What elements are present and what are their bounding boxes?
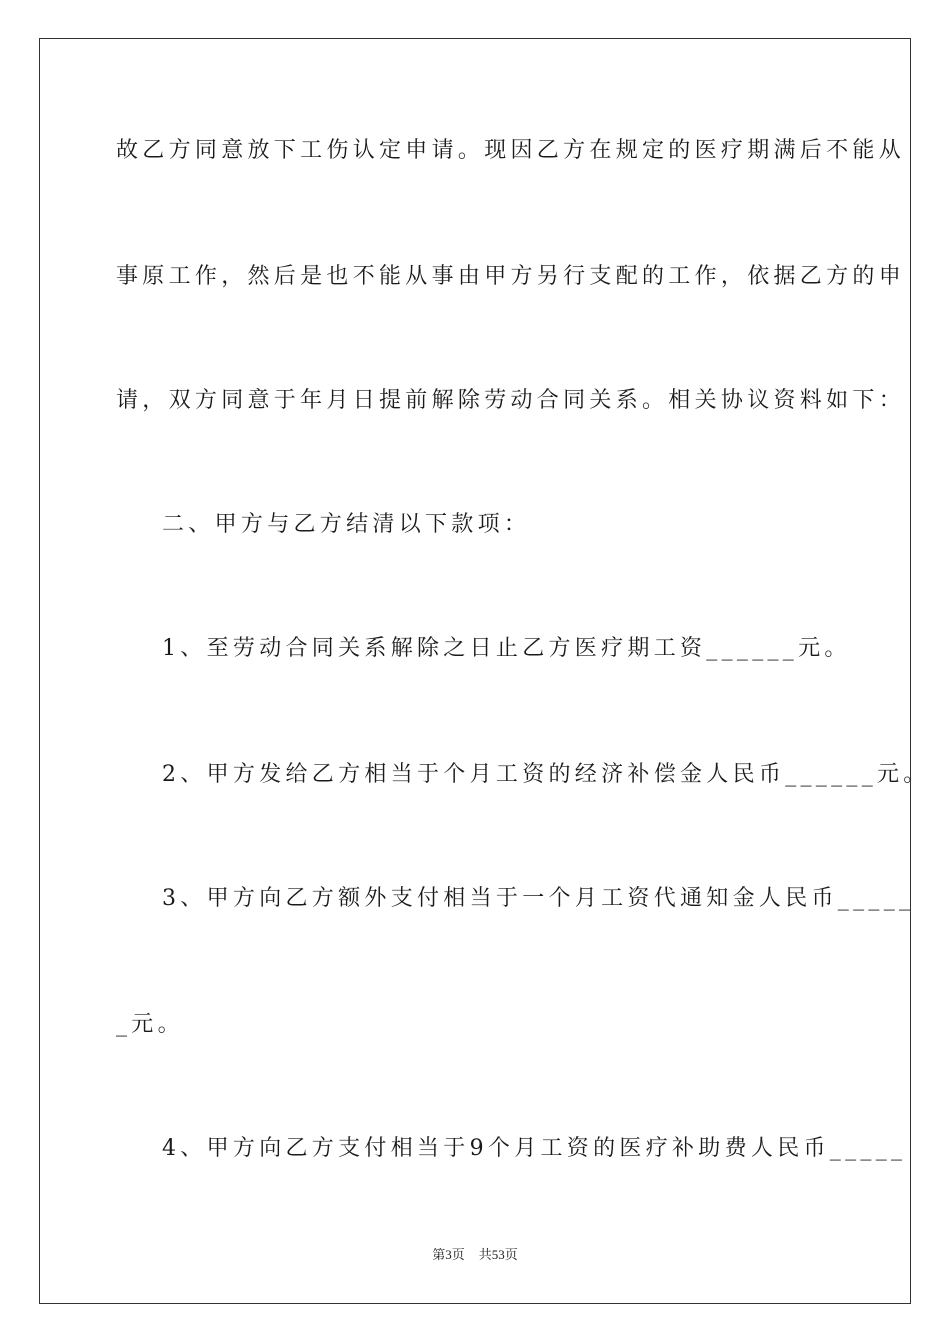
section-heading: 二、甲方与乙方结清以下款项： <box>162 512 531 537</box>
page-number: 第3页 <box>432 1247 465 1262</box>
list-item: 4、甲方向乙方支付相当于9个月工资的医疗补助费人民币_____ <box>162 1136 907 1161</box>
list-item: 1、至劳动合同关系解除之日止乙方医疗期工资______元。 <box>162 636 851 661</box>
list-item: 2、甲方发给乙方相当于个月工资的经济补偿金人民币______元。 <box>162 762 930 787</box>
total-pages: 共53页 <box>478 1247 518 1262</box>
paragraph-line: 请，双方同意于年月日提前解除劳动合同关系。相关协议资料如下： <box>116 388 906 413</box>
page-border <box>39 38 911 1304</box>
page-footer <box>0 1246 950 1264</box>
paragraph-line: 故乙方同意放下工伤认定申请。现因乙方在规定的医疗期满后不能从 <box>116 138 906 163</box>
list-item-continuation: _元。 <box>116 1012 184 1037</box>
list-item: 3、甲方向乙方额外支付相当于一个月工资代通知金人民币_____ <box>162 886 915 911</box>
paragraph-line: 事原工作，然后是也不能从事由甲方另行支配的工作，依据乙方的申 <box>116 264 906 289</box>
